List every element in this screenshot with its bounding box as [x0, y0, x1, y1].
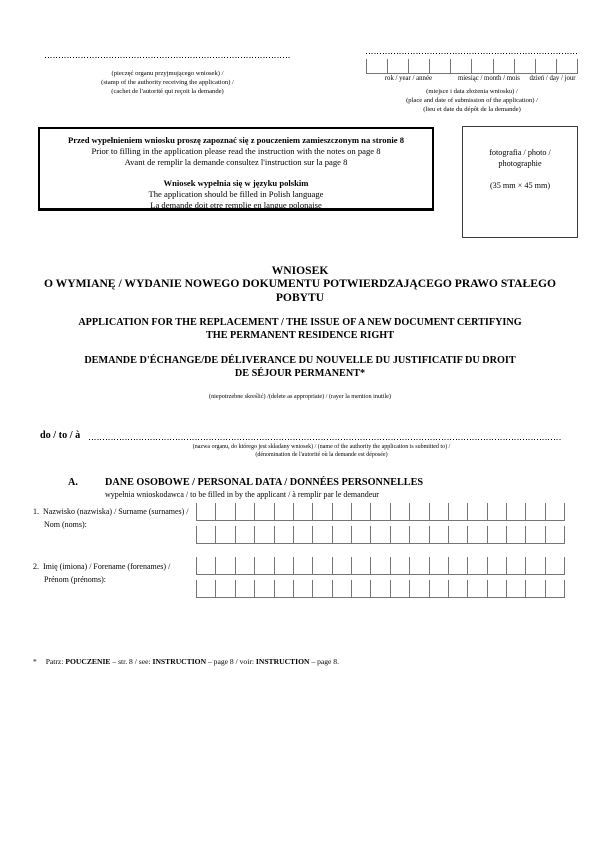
stamp-caption-fr: (cachet de l'autorité qui reçoit la demande) — [111, 88, 224, 95]
title-pl-line2: O WYMIANĘ / WYDANIE NOWEGO DOKUMENTU POTWIERDZAJĄCEGO PRAWO STAŁEGO — [43, 277, 557, 291]
instruction-fr-2: La demande doit ętre remplie en langue polonaise — [150, 200, 322, 210]
surname-char-boxes-row1[interactable] — [196, 503, 565, 521]
date-block — [366, 52, 578, 114]
footnote-p4: – page 8. — [311, 657, 339, 666]
title-en-line2: THE PERMANENT RESIDENCE RIGHT — [205, 329, 395, 341]
place-date-fill-line[interactable] — [366, 52, 578, 54]
char-box-cell[interactable] — [332, 526, 351, 543]
field-surname-label — [33, 506, 201, 531]
char-box-cell[interactable] — [448, 557, 467, 574]
char-box-cell[interactable] — [293, 526, 312, 543]
addressee-caption-2: (dénomination de l'autorité où la demande est déposée) — [255, 451, 388, 458]
addressee-block — [40, 430, 561, 460]
form-title — [20, 264, 580, 400]
photo-box-label: fotografia / photo / photographie — [489, 148, 551, 168]
char-box-cell[interactable] — [450, 59, 471, 73]
date-comb-input[interactable] — [366, 59, 578, 74]
date-caption-fr: (lieu et date du dépôt de la demande) — [423, 106, 521, 114]
instruction-pl-1: Przed wypełnieniem wniosku proszę zapoznać się z pouczeniem zamieszczonym na stronie 8 — [68, 135, 404, 145]
field-surname-label-line2: Nom (noms): — [44, 519, 87, 529]
char-box-cell[interactable] — [215, 557, 234, 574]
char-box-cell[interactable] — [312, 526, 331, 543]
field-forename-label-line2: Prénom (prénoms): — [44, 574, 106, 584]
footnote-b3: INSTRUCTION — [255, 657, 310, 666]
char-box-cell[interactable] — [215, 580, 234, 597]
instruction-fr-1: Avant de remplir la demande consultez l'instruction sur la page 8 — [124, 157, 348, 167]
title-pl-line3: POBYTU — [275, 290, 325, 304]
instruction-en-1: Prior to filling in the application please read the instruction with the notes on page 8 — [91, 146, 381, 156]
title-en-line1: APPLICATION FOR THE REPLACEMENT / THE ISSUE OF A NEW DOCUMENT CERTIFYING — [78, 317, 522, 329]
footnote-p3: – page 8 / voir: — [207, 657, 254, 666]
char-box-cell[interactable] — [525, 503, 544, 520]
char-box-cell[interactable] — [351, 580, 370, 597]
stamp-captions — [45, 69, 290, 96]
char-box-cell[interactable] — [274, 503, 293, 520]
char-box-cell[interactable] — [332, 580, 351, 597]
char-box-cell[interactable] — [370, 580, 389, 597]
section-a-letter: A. — [68, 477, 78, 488]
field-forename-label-line1: Imię (imiona) / Forename (forenames) / — [43, 562, 171, 571]
char-box-cell[interactable] — [332, 557, 351, 574]
footnote-b1: POUCZENIE — [65, 657, 111, 666]
char-box-cell[interactable] — [196, 580, 215, 597]
date-captions — [366, 87, 578, 114]
char-box-cell[interactable] — [370, 526, 389, 543]
footnote-p1: Patrz: — [45, 657, 64, 666]
char-box-cell[interactable] — [506, 557, 525, 574]
char-box-cell[interactable] — [467, 580, 486, 597]
char-box-cell[interactable] — [254, 526, 273, 543]
char-box-cell[interactable] — [429, 557, 448, 574]
char-box-cell[interactable] — [514, 59, 535, 73]
title-en — [20, 317, 580, 342]
title-fr-line2: DE SÉJOUR PERMANENT* — [234, 368, 366, 379]
char-box-cell[interactable] — [390, 580, 409, 597]
char-box-cell[interactable] — [448, 526, 467, 543]
addressee-fill-line[interactable] — [89, 438, 561, 440]
date-label-year: rok / year / année — [384, 75, 432, 82]
char-box-cell[interactable] — [370, 557, 389, 574]
char-box-cell[interactable] — [525, 580, 544, 597]
stamp-caption-en: (stamp of the authority receiving the application) / — [101, 79, 234, 86]
section-a-title: DANE OSOBOWE / PERSONAL DATA / DONNÉES PERSONNELLES — [105, 477, 424, 488]
photo-box — [462, 126, 578, 238]
char-box-cell[interactable] — [312, 557, 331, 574]
char-box-cell[interactable] — [274, 526, 293, 543]
stamp-caption-pl: (pieczęć organu przyjmującego wniosek) / — [111, 70, 224, 77]
footnote-p2: – str. 8 / see: — [112, 657, 151, 666]
addressee-captions — [82, 444, 561, 460]
char-box-cell[interactable] — [487, 557, 506, 574]
footnote-asterisk: * — [33, 657, 37, 666]
char-box-cell[interactable] — [467, 526, 486, 543]
addressee-caption-1: (nazwa organu, do którego jest składany wniosek) / (name of the authority the application is submitted to) / — [192, 444, 451, 450]
field-forename-number: 2. — [33, 562, 39, 571]
char-box-cell[interactable] — [390, 503, 409, 520]
forename-char-boxes-row2[interactable] — [196, 580, 565, 598]
char-box-cell[interactable] — [545, 557, 565, 574]
stamp-fill-line[interactable] — [45, 56, 290, 58]
char-box-cell[interactable] — [545, 526, 565, 543]
char-box-cell[interactable] — [235, 557, 254, 574]
char-box-cell[interactable] — [409, 526, 428, 543]
char-box-cell[interactable] — [274, 557, 293, 574]
char-box-cell[interactable] — [366, 59, 387, 73]
date-label-month: miesiąc / month / mois — [457, 75, 520, 82]
addressee-label: do / to / à — [40, 430, 81, 441]
date-caption-pl: (miejsce i data złożenia wniosku) / — [426, 88, 518, 96]
char-box-cell[interactable] — [196, 557, 215, 574]
char-box-cell[interactable] — [274, 580, 293, 597]
stamp-block — [45, 56, 290, 96]
char-box-cell[interactable] — [293, 503, 312, 520]
char-box-cell[interactable] — [351, 503, 370, 520]
footnote — [33, 657, 339, 667]
char-box-cell[interactable] — [254, 503, 273, 520]
section-a-subtitle: wypełnia wnioskodawca / to be filled in by the applicant / à remplir par le demandeur — [105, 490, 379, 499]
char-box-cell[interactable] — [370, 503, 389, 520]
char-box-cell[interactable] — [448, 503, 467, 520]
char-box-cell[interactable] — [351, 557, 370, 574]
photo-box-size: (35 mm × 45 mm) — [489, 181, 551, 190]
char-box-cell[interactable] — [351, 526, 370, 543]
char-box-cell[interactable] — [535, 59, 556, 73]
char-box-cell[interactable] — [506, 580, 525, 597]
char-box-cell[interactable] — [506, 526, 525, 543]
char-box-cell[interactable] — [506, 503, 525, 520]
title-fr — [20, 355, 580, 380]
char-box-cell[interactable] — [196, 503, 215, 520]
char-box-cell[interactable] — [387, 59, 408, 73]
date-caption-en: (place and date of submission of the application) / — [406, 97, 538, 105]
char-box-cell[interactable] — [429, 580, 448, 597]
char-box-cell[interactable] — [390, 526, 409, 543]
char-box-cell[interactable] — [487, 526, 506, 543]
title-note: (niepotrzebne skreślić) /(delete as appropriate) / (rayer la mention inutile) — [209, 392, 391, 400]
char-box-cell[interactable] — [409, 557, 428, 574]
char-box-cell[interactable] — [235, 526, 254, 543]
char-box-cell[interactable] — [525, 526, 544, 543]
footnote-b2: INSTRUCTION — [152, 657, 207, 666]
char-box-cell[interactable] — [556, 59, 578, 73]
field-surname-label-line1: Nazwisko (nazwiska) / Surname (surnames) / — [43, 507, 189, 516]
char-box-cell[interactable] — [215, 503, 234, 520]
char-box-cell[interactable] — [525, 557, 544, 574]
char-box-cell[interactable] — [332, 503, 351, 520]
title-fr-line1: DEMANDE D'ÉCHANGE/DE DÉLIVERANCE DU NOUVELLE DU JUSTIFICATIF DU DROIT — [84, 355, 516, 367]
char-box-cell[interactable] — [390, 557, 409, 574]
char-box-cell[interactable] — [409, 580, 428, 597]
char-box-cell[interactable] — [487, 580, 506, 597]
char-box-cell[interactable] — [545, 580, 565, 597]
char-box-cell[interactable] — [312, 580, 331, 597]
char-box-cell[interactable] — [293, 580, 312, 597]
instruction-box — [38, 127, 434, 211]
char-box-cell[interactable] — [429, 503, 448, 520]
char-box-cell[interactable] — [254, 580, 273, 597]
date-labels — [366, 75, 578, 83]
char-box-cell[interactable] — [471, 59, 492, 73]
instruction-pl-2: Wniosek wypełnia się w języku polskim — [163, 178, 309, 188]
surname-char-boxes-row2[interactable] — [196, 526, 565, 544]
char-box-cell[interactable] — [429, 59, 450, 73]
char-box-cell[interactable] — [196, 526, 215, 543]
forename-char-boxes-row1[interactable] — [196, 557, 565, 575]
title-pl-line1: WNIOSEK — [271, 264, 329, 277]
field-forename-label — [33, 561, 201, 586]
char-box-cell[interactable] — [467, 503, 486, 520]
section-a-heading — [68, 477, 423, 500]
date-label-day: dzień / day / jour — [529, 75, 576, 82]
char-box-cell[interactable] — [312, 503, 331, 520]
char-box-cell[interactable] — [254, 557, 273, 574]
instruction-en-2: The application should be filled in Polish language — [148, 189, 324, 199]
char-box-cell[interactable] — [235, 503, 254, 520]
char-box-cell[interactable] — [545, 503, 565, 520]
char-box-cell[interactable] — [448, 580, 467, 597]
char-box-cell[interactable] — [215, 526, 234, 543]
char-box-cell[interactable] — [487, 503, 506, 520]
char-box-cell[interactable] — [493, 59, 514, 73]
char-box-cell[interactable] — [467, 557, 486, 574]
char-box-cell[interactable] — [429, 526, 448, 543]
field-surname-number: 1. — [33, 507, 39, 516]
char-box-cell[interactable] — [408, 59, 429, 73]
char-box-cell[interactable] — [293, 557, 312, 574]
char-box-cell[interactable] — [235, 580, 254, 597]
char-box-cell[interactable] — [409, 503, 428, 520]
